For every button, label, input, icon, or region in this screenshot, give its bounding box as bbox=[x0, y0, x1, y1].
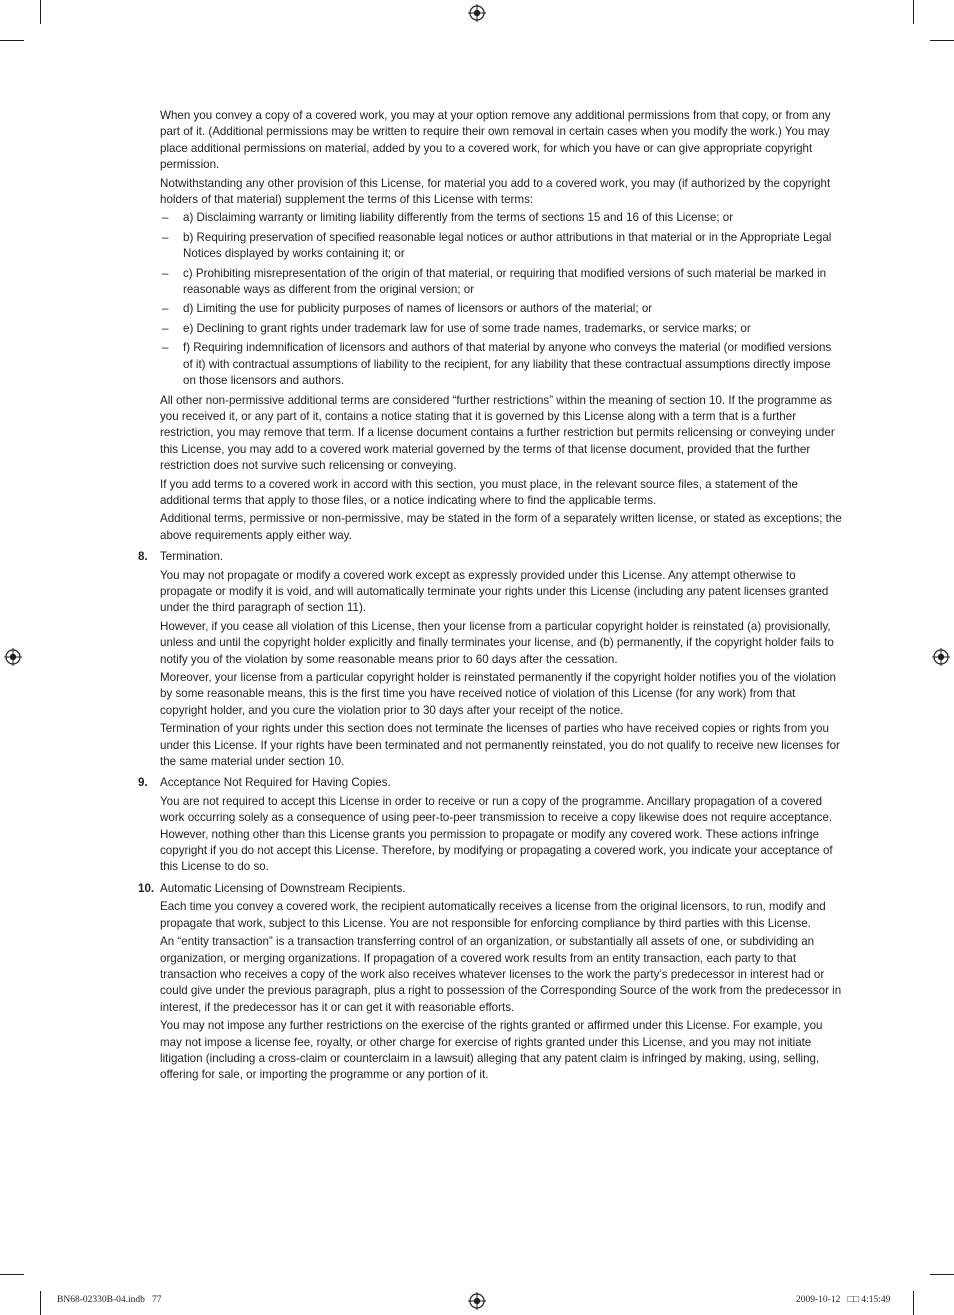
list-item bbox=[138, 301, 844, 317]
crop-mark-icon bbox=[0, 1274, 24, 1275]
bullet-dash: – bbox=[162, 211, 169, 225]
license-text-body bbox=[138, 108, 844, 1086]
list-item bbox=[138, 340, 844, 389]
body-paragraph: Moreover, your license from a particular copyright holder is reinstated permanently if the copyright holder notifies you of the violation by some reasonable means, this is the first time you have received notice of violation of this License (for any work) from that copyright holder, and you cure the violation prior to 30 days after your receipt of the notice. bbox=[160, 671, 837, 717]
crop-mark-icon bbox=[0, 40, 24, 41]
footer-timestamp: 2009-10-12 □□ 4:15:49 bbox=[796, 1295, 891, 1305]
section-number: 9. bbox=[138, 776, 148, 790]
section-title: Termination. bbox=[160, 550, 224, 564]
bullet-dash: – bbox=[162, 266, 169, 280]
body-paragraph: An “entity transaction” is a transaction transferring control of an organization, or substantially all assets of one, or subdividing an organization, or merging organizations. If propagation of a covered work results from an entity transaction, each party to that transaction who receives a copy of the work also receives whatever licenses to the work the party’s predecessor in interest had or could give under the previous paragraph, plus a right to possession of the Corresponding Source of the work from the predecessor in interest, if the predecessor has it or can get it with reasonable efforts. bbox=[160, 935, 842, 1014]
list-item-text: d) Limiting the use for publicity purposes of names of licensors or authors of the material; or bbox=[183, 302, 653, 316]
list-item bbox=[138, 210, 844, 226]
terms-list bbox=[138, 210, 844, 389]
crop-mark-icon bbox=[40, 0, 41, 24]
footer-file-info: BN68-02330B-04.indb 77 bbox=[57, 1295, 162, 1305]
crop-mark-icon bbox=[913, 0, 914, 24]
bullet-dash: – bbox=[162, 302, 169, 316]
bullet-dash: – bbox=[162, 230, 169, 244]
crop-mark-icon bbox=[913, 1291, 914, 1315]
body-paragraph: However, if you cease all violation of this License, then your license from a particular copyright holder is reinstated (a) provisionally, unless and until the copyright holder explicitly and finally terminates your license, and (b) permanently, if the copyright holder fails to notify you of the violation by some reasonable means prior to 60 days after the cessation. bbox=[160, 619, 834, 666]
crop-mark-icon bbox=[40, 1291, 41, 1315]
list-item-text: f) Requiring indemnification of licensors and authors of that material by anyone who conveys the material (or modified versions of it) with contractual assumptions of liability to the recipient, for any liability that these contractual assumptions directly impose on those licensors and authors. bbox=[183, 341, 832, 388]
body-paragraph: When you convey a copy of a covered work, you may at your option remove any additional permissions from that copy, or from any part of it. (Additional permissions may be written to require their own removal in certain cases when you modify the work.) You may place additional permissions on material, added by you to a covered work, for which you have or can give appropriate copyright permission. bbox=[160, 109, 831, 172]
list-item bbox=[138, 230, 844, 263]
section-9 bbox=[138, 775, 844, 875]
body-paragraph: You are not required to accept this License in order to receive or run a copy of the programme. Ancillary propagation of a covered work occurring solely as a consequence of using peer-to-peer transmission to receive a copy likewise does not require acceptance. However, nothing other than this License grants you permission to propagate or modify any covered work. These actions infringe copyright if you do not accept this License. Therefore, by modifying or propagating a covered work, you indicate your acceptance of this License to do so. bbox=[160, 794, 833, 874]
section-8 bbox=[138, 549, 844, 770]
body-paragraph: Notwithstanding any other provision of this License, for material you add to a covered work, you may (if authorized by the copyright holders of that material) supplement the terms of this License with terms: bbox=[160, 176, 831, 207]
list-item-text: c) Prohibiting misrepresentation of the origin of that material, or requiring that modified versions of such material be marked in reasonable ways as different from the original version; or bbox=[183, 266, 827, 297]
list-item-text: e) Declining to grant rights under trademark law for use of some trade names, trademarks, or service marks; or bbox=[183, 321, 751, 335]
section-title: Automatic Licensing of Downstream Recipients. bbox=[160, 881, 406, 895]
body-paragraph: You may not propagate or modify a covered work except as expressly provided under this License. Any attempt otherwise to propagate or modify it is void, and will automatically terminate your rights under this License (including any patent licenses granted under the third paragraph of section 11). bbox=[160, 568, 829, 615]
registration-mark-icon bbox=[468, 1292, 486, 1310]
section-10 bbox=[138, 881, 844, 1084]
list-item-text: b) Requiring preservation of specified reasonable legal notices or author attributions in that material or in the Appropriate Legal Notices displayed by works containing it; or bbox=[183, 230, 832, 261]
section-heading bbox=[138, 881, 844, 897]
body-paragraph: Termination of your rights under this section does not terminate the licenses of parties who have received copies or rights from you under this License. If your rights have been terminated and not permanently reinstated, you do not qualify to receive new licenses for the same material under section 10. bbox=[160, 722, 840, 769]
list-item-text: a) Disclaiming warranty or limiting liability differently from the terms of sections 15 and 16 of this License; or bbox=[183, 211, 734, 225]
list-item bbox=[138, 266, 844, 299]
crop-mark-icon bbox=[930, 40, 954, 41]
registration-mark-icon bbox=[468, 4, 486, 22]
section-heading bbox=[138, 775, 844, 791]
registration-mark-icon bbox=[4, 648, 22, 666]
body-paragraph: You may not impose any further restrictions on the exercise of the rights granted or affirmed under this License. For example, you may not impose a license fee, royalty, or other charge for exercise of rights granted under this License, and you may not initiate litigation (including a cross-claim or counterclaim in a lawsuit) alleging that any patent claim is infringed by making, using, selling, offering for sale, or importing the programme or any portion of it. bbox=[160, 1019, 823, 1082]
list-item bbox=[138, 321, 844, 337]
bullet-dash: – bbox=[162, 321, 169, 335]
bullet-dash: – bbox=[162, 341, 169, 355]
registration-mark-icon bbox=[932, 648, 950, 666]
body-paragraph: Additional terms, permissive or non-permissive, may be stated in the form of a separately written license, or stated as exceptions; the above requirements apply either way. bbox=[160, 512, 842, 542]
section-number: 8. bbox=[138, 550, 148, 564]
body-paragraph: Each time you convey a covered work, the recipient automatically receives a license from the original licensors, to run, modify and propagate that work, subject to this License. You are not responsible for enforcing compliance by third parties with this License. bbox=[160, 900, 826, 930]
section-title: Acceptance Not Required for Having Copies. bbox=[160, 776, 391, 790]
section-heading bbox=[138, 549, 844, 565]
section-number: 10. bbox=[138, 881, 155, 895]
body-paragraph: If you add terms to a covered work in accord with this section, you must place, in the relevant source files, a statement of the additional terms that apply to those files, or a notice indicating where to find the applicable terms. bbox=[160, 477, 798, 507]
crop-mark-icon bbox=[930, 1274, 954, 1275]
body-paragraph: All other non-permissive additional terms are considered “further restrictions” within the meaning of section 10. If the programme as you received it, or any part of it, contains a notice stating that it is governed by this License along with a term that is a further restriction, you may remove that term. If a license document contains a further restriction but permits relicensing or conveying under this License, you may add to a covered work material governed by the terms of that license document, provided that the further restriction does not survive such relicensing or conveying. bbox=[160, 393, 835, 473]
